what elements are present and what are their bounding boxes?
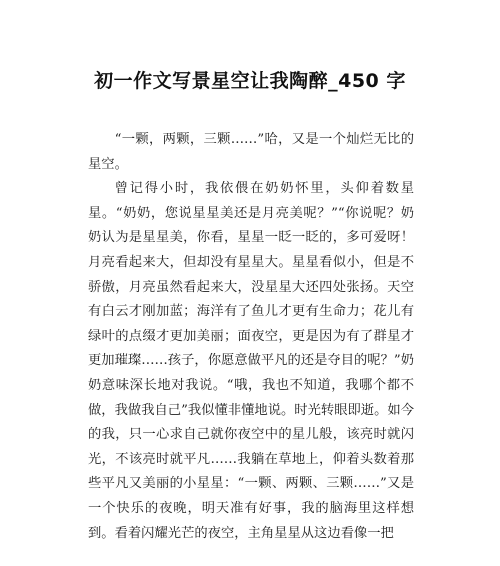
document-title: 初一作文写景星空让我陶醉_450 字 [94, 70, 406, 92]
document-body [88, 128, 414, 546]
paragraph-2: 曾记得小时，我依偎在奶奶怀里，头仰着数星星。“奶奶，您说星星美还是月亮美呢？”“你说呢？奶奶认为是星星美，你看，星星一眨一眨的，多可爱呀！月亮看起来大，但却没有星星大。星星看似小，但是不骄傲，月亮虽然看起来大，没星星大还四处张扬。天空有白云才刚加蓝；海洋有了鱼儿才更有生命力；花儿有绿叶的点缀才更加美丽；面夜空，更是因为有了群星才更加璀璨……孩子，你愿意做平凡的还是夺目的呢？”奶奶意味深长地对我说。“哦，我也不知道，我哪个都不做，我做我自己”我似懂非懂地说。时光转眼即逝。如今的我，只一心求自己就你夜空中的星儿般，该亮时就闪光，不该亮时就平凡……我躺在草地上，仰着头数着那些平凡又美丽的小星星：“一颗、两颗、三颗……”又是一个快乐的夜晚，明天准有好事，我的脑海里这样想到。看着闪耀光芒的夜空，主角星星从这边看像一把 [88, 181, 414, 541]
paragraph-1: “一颗，两颗，三颗……”哈，又是一个灿烂无比的星空。 [88, 132, 414, 172]
